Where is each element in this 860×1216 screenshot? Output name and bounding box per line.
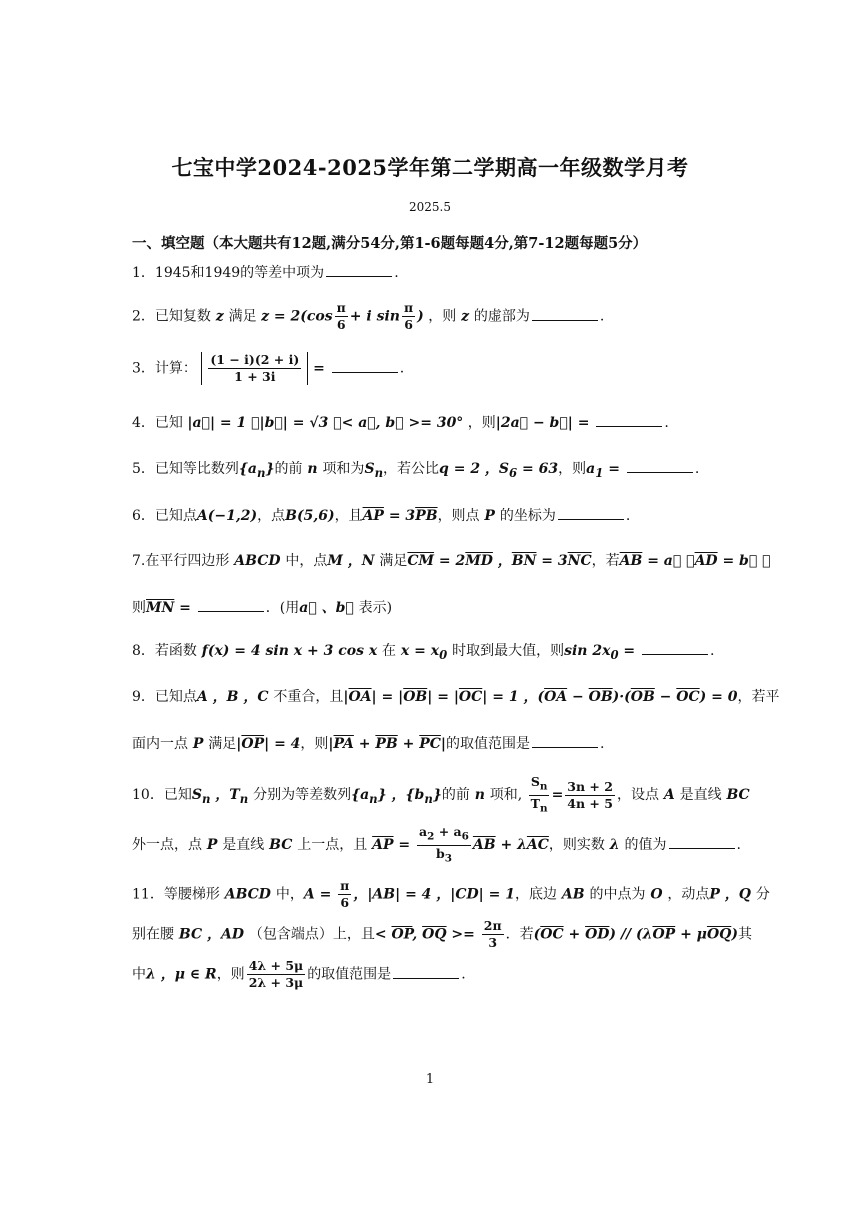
question-2: 2．已知复数 z 满足 z = 2(cos $\frac{\pi}{6}$ + i sin $\frac{\pi}{6}$ ) ，则 z 的虚部为 .	[132, 300, 605, 332]
question-8: 8．若函数 f(x) = 4 sin x + 3 cos x 在 $x = x_0$ 时取到最大值，则$\sin 2x_0$ = .	[132, 640, 715, 665]
answer-blank	[669, 834, 735, 849]
question-3: 3．计算： $\frac{(1 - i)(2 + i)}{1 + 3i}$ = .	[132, 352, 405, 384]
question-7: 7.在平行四边形 ABCD 中，点M ，N 满足$\overline{CM} = 2\overline{MD}$ ，$\overline{BN} = 3\overline{NC}$，若$\overline{AB}$ = a⃗ ，$\overline{AD}$ = b⃗ ，	[132, 553, 771, 569]
question-6: 6．已知点A(−1,2)，点B(5,6)，且$\overline{AP} = 3\overline{PB}$，则点 P 的坐标为 .	[132, 505, 630, 526]
question-11: 11．等腰梯形 ABCD 中，A = $\frac{\pi}{6}$ ，|AB| = 4 ，|CD| = 1，底边 AB 的中点为 O ，动点P ，Q 分	[132, 878, 770, 910]
question-10: 10．已知$S_n$ ，$T_n$ 分别为等差数列$\{a_n\}$ ，$\{b_n\}$的前 n 项和, $\frac{S_n}{T_n}$ = $\frac{3n + 2}{4n + 5}$ ，设点 A 是直线 BC	[132, 774, 750, 814]
question-7-line-2: 则$\overline{MN}$ = ．(用a⃗ 、b⃗ 表示)	[132, 597, 392, 618]
question-1: 1．1945和1949的等差中项为 .	[132, 262, 399, 283]
page-number: 1	[425, 1072, 435, 1087]
answer-blank	[532, 306, 598, 321]
question-11-line-3: 中λ ，μ ∈ R，则 $\frac{4\lambda + 5\mu}{2\lambda + 3\mu}$ 的取值范围是 .	[132, 958, 466, 990]
answer-blank	[596, 412, 662, 427]
section-heading: 一、填空题（本大题共有12题,满分54分,第1-6题每题4分,第7-12题每题5分）	[132, 235, 648, 252]
answer-blank	[326, 262, 392, 277]
exam-date: 2025.5	[409, 200, 451, 214]
answer-blank	[332, 358, 398, 373]
question-9-line-2: 面内一点 P 满足$|\overline{OP}| = 4$，则$|\overline{PA} + \overline{PB} + \overline{PC}|$的取值范围是 .	[132, 733, 604, 754]
answer-blank	[532, 733, 598, 748]
question-4: 4．已知 |a⃗| = 1 ，|b⃗| = √3 ，< a⃗, b⃗ >= 30° ，则|2a⃗ − b⃗| = .	[132, 412, 669, 433]
question-10-line-2: 外一点，点 P 是直线 BC 上一点，且 $\overline{AP}$ = $\frac{a_2 + a_6}{b_3}$ $\overline{AB} + \lambda\overline{AC}$，则实数 λ 的值为 .	[132, 824, 741, 864]
answer-blank	[198, 597, 264, 612]
answer-blank	[642, 640, 708, 655]
answer-blank	[627, 458, 693, 473]
question-5: 5．已知等比数列$\{a_n\}$的前 n 项和为$S_n$，若公比q = 2 ，$S_6 = 63$，则$a_1$ = .	[132, 458, 699, 483]
question-9: 9．已知点A ，B ，C 不重合，且$|\overline{OA}| = |\overline{OB}| = |\overline{OC}| = 1$ ，$(\overline{OA} - \overline{OB})\cdot(\overline{OB} - \overline{OC}) = 0$，若平	[132, 689, 780, 705]
answer-blank	[558, 505, 624, 520]
question-11-line-2: 别在腰 BC ，AD （包含端点）上，且< $\overline{OP}$, $\overline{OQ}$ >= $\frac{2\pi}{3}$ ．若$(\overline{OC} + \overline{OD}) // (\lambda\overline{OP} + \mu\overline{OQ})$其	[132, 918, 752, 950]
answer-blank	[393, 964, 459, 979]
page-title: 七宝中学2024-2025学年第二学期高一年级数学月考	[171, 155, 689, 180]
